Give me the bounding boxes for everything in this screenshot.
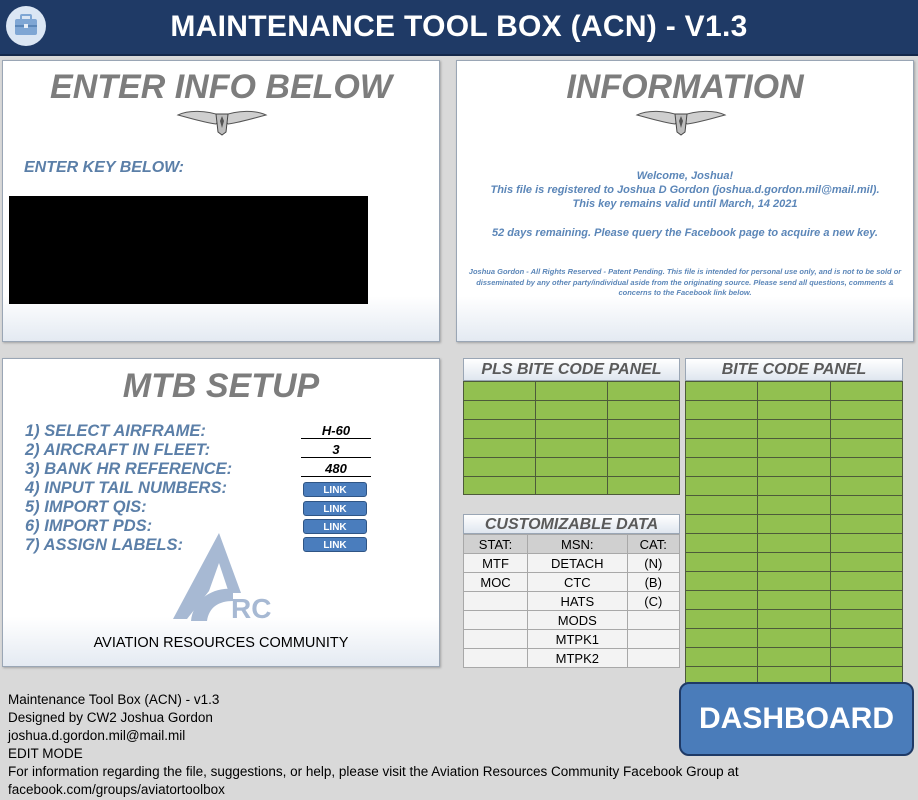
grid-cell[interactable] xyxy=(608,458,680,477)
grid-cell[interactable] xyxy=(830,382,902,401)
table-cell[interactable] xyxy=(464,630,528,649)
grid-cell[interactable] xyxy=(536,477,608,495)
grid-cell[interactable] xyxy=(608,401,680,420)
setup-label-bank-hr: 3) BANK HR REFERENCE: xyxy=(25,460,233,478)
grid-cell[interactable] xyxy=(830,439,902,458)
customizable-data-heading: CUSTOMIZABLE DATA xyxy=(463,514,680,534)
wings-emblem-icon xyxy=(176,106,268,141)
information-panel xyxy=(456,60,914,342)
grid-cell[interactable] xyxy=(830,629,902,648)
grid-cell[interactable] xyxy=(608,420,680,439)
grid-cell[interactable] xyxy=(464,477,536,495)
dashboard-button[interactable]: DASHBOARD xyxy=(679,682,914,756)
title-bar xyxy=(0,0,918,56)
welcome-text: Welcome, Joshua! xyxy=(636,170,734,182)
bank-hr-value[interactable]: 480 xyxy=(301,461,371,477)
grid-cell[interactable] xyxy=(830,553,902,572)
import-qis-link-button[interactable]: LINK xyxy=(303,501,367,516)
information-heading: INFORMATION xyxy=(566,68,804,106)
grid-cell[interactable] xyxy=(464,401,536,420)
grid-cell[interactable] xyxy=(686,648,758,667)
setup-label-aircraft-in-fleet: 2) AIRCRAFT IN FLEET: xyxy=(25,441,211,459)
grid-cell[interactable] xyxy=(686,401,758,420)
legal-text: Joshua Gordon - All Rights Reserved - Patent Pending. This file is intended for personal use only, and is not to be sold or disseminated by any other party/individual aside from the originating source. Please send all questions, comments & concerns to the Facebook link below. xyxy=(468,267,902,297)
aircraft-in-fleet-value[interactable]: 3 xyxy=(301,442,371,458)
enter-key-label: ENTER KEY BELOW: xyxy=(24,159,185,176)
wings-emblem-icon xyxy=(635,106,727,141)
grid-cell[interactable] xyxy=(830,572,902,591)
grid-cell[interactable] xyxy=(686,420,758,439)
pls-bite-heading: PLS BITE CODE PANEL xyxy=(463,358,680,381)
table-cell[interactable]: MODS xyxy=(528,611,627,630)
table-cell[interactable]: DETACH xyxy=(528,554,627,573)
grid-cell[interactable] xyxy=(758,420,830,439)
grid-cell[interactable] xyxy=(686,496,758,515)
table-cell[interactable]: (B) xyxy=(627,573,679,592)
pls-bite-grid xyxy=(463,381,680,495)
grid-cell[interactable] xyxy=(686,534,758,553)
grid-cell[interactable] xyxy=(830,648,902,667)
table-cell[interactable]: MTPK2 xyxy=(528,649,627,668)
grid-cell[interactable] xyxy=(464,382,536,401)
registered-text: This file is registered to Joshua D Gordon (joshua.d.gordon.mil@mail.mil). xyxy=(490,184,880,196)
column-header: MSN: xyxy=(528,535,627,554)
footer-facebook-link[interactable]: facebook.com/groups/aviatortoolbox xyxy=(8,782,225,797)
column-header: STAT: xyxy=(464,535,528,554)
grid-cell[interactable] xyxy=(758,439,830,458)
grid-cell[interactable] xyxy=(686,515,758,534)
grid-cell[interactable] xyxy=(758,458,830,477)
table-cell[interactable]: MTF xyxy=(464,554,528,573)
table-cell[interactable]: (C) xyxy=(627,592,679,611)
table-cell[interactable]: HATS xyxy=(528,592,627,611)
grid-cell[interactable] xyxy=(536,458,608,477)
grid-cell[interactable] xyxy=(686,629,758,648)
table-row xyxy=(464,630,680,649)
grid-cell[interactable] xyxy=(758,515,830,534)
footer-info xyxy=(8,691,739,799)
table-row xyxy=(464,554,680,573)
grid-cell[interactable] xyxy=(536,382,608,401)
table-row xyxy=(464,592,680,611)
grid-cell[interactable] xyxy=(830,515,902,534)
mtb-setup-panel xyxy=(2,358,440,667)
grid-cell[interactable] xyxy=(830,496,902,515)
grid-cell[interactable] xyxy=(830,591,902,610)
grid-cell[interactable] xyxy=(758,572,830,591)
grid-cell[interactable] xyxy=(758,477,830,496)
grid-cell[interactable] xyxy=(830,534,902,553)
grid-cell[interactable] xyxy=(686,591,758,610)
grid-cell[interactable] xyxy=(686,477,758,496)
enter-info-panel xyxy=(2,60,440,342)
table-cell[interactable] xyxy=(627,649,679,668)
table-cell[interactable]: CTC xyxy=(528,573,627,592)
grid-cell[interactable] xyxy=(536,420,608,439)
grid-cell[interactable] xyxy=(758,534,830,553)
setup-label-tail-numbers: 4) INPUT TAIL NUMBERS: xyxy=(25,479,227,497)
tail-numbers-link-button[interactable]: LINK xyxy=(303,482,367,497)
table-cell[interactable]: MOC xyxy=(464,573,528,592)
grid-cell[interactable] xyxy=(464,420,536,439)
org-name: AVIATION RESOURCES COMMUNITY xyxy=(93,635,349,651)
import-pds-link-button[interactable]: LINK xyxy=(303,519,367,534)
setup-label-import-pds: 6) IMPORT PDS: xyxy=(25,517,153,535)
assign-labels-link-button[interactable]: LINK xyxy=(303,537,367,552)
grid-cell[interactable] xyxy=(686,572,758,591)
customizable-data-table xyxy=(463,534,680,668)
grid-cell[interactable] xyxy=(758,382,830,401)
page-title: MAINTENANCE TOOL BOX (ACN) - V1.3 xyxy=(170,10,748,43)
table-cell[interactable]: MTPK1 xyxy=(528,630,627,649)
days-remaining-text: 52 days remaining. Please query the Facebook page to acquire a new key. xyxy=(492,227,878,239)
grid-cell[interactable] xyxy=(608,477,680,495)
table-cell[interactable] xyxy=(627,611,679,630)
grid-cell[interactable] xyxy=(830,610,902,629)
setup-label-assign-labels: 7) ASSIGN LABELS: xyxy=(25,536,183,554)
grid-cell[interactable] xyxy=(758,553,830,572)
table-cell[interactable]: (N) xyxy=(627,554,679,573)
setup-label-airframe: 1) SELECT AIRFRAME: xyxy=(25,422,206,440)
bite-code-grid xyxy=(685,381,903,685)
table-row xyxy=(464,611,680,630)
grid-cell[interactable] xyxy=(686,458,758,477)
valid-until-text: This key remains valid until March, 14 2021 xyxy=(572,198,798,210)
footer-mode: EDIT MODE xyxy=(8,746,83,761)
airframe-value[interactable]: H-60 xyxy=(301,423,371,439)
grid-cell[interactable] xyxy=(464,439,536,458)
table-row xyxy=(464,649,680,668)
grid-cell[interactable] xyxy=(758,401,830,420)
grid-cell[interactable] xyxy=(758,629,830,648)
grid-cell[interactable] xyxy=(686,439,758,458)
mtb-setup-heading: MTB SETUP xyxy=(122,367,320,405)
key-input-field[interactable] xyxy=(9,196,368,304)
footer-help-text: For information regarding the file, suggestions, or help, please visit the Aviation Resources Community Facebook Group at xyxy=(8,764,739,779)
grid-cell[interactable] xyxy=(830,420,902,439)
grid-cell[interactable] xyxy=(536,439,608,458)
column-header: CAT: xyxy=(627,535,679,554)
grid-cell[interactable] xyxy=(758,591,830,610)
grid-cell[interactable] xyxy=(758,648,830,667)
arc-logo xyxy=(171,531,281,626)
grid-cell[interactable] xyxy=(608,382,680,401)
grid-cell[interactable] xyxy=(464,458,536,477)
grid-cell[interactable] xyxy=(758,610,830,629)
grid-cell[interactable] xyxy=(830,401,902,420)
enter-info-heading: ENTER INFO BELOW xyxy=(50,68,392,106)
grid-cell[interactable] xyxy=(686,553,758,572)
grid-cell[interactable] xyxy=(830,477,902,496)
table-cell[interactable] xyxy=(464,611,528,630)
grid-cell[interactable] xyxy=(830,458,902,477)
arc-logo-text: RC xyxy=(231,593,272,624)
table-cell[interactable] xyxy=(627,630,679,649)
footer-version: Maintenance Tool Box (ACN) - v1.3 xyxy=(8,692,220,707)
table-cell[interactable] xyxy=(464,592,528,611)
grid-cell[interactable] xyxy=(536,401,608,420)
footer-designer: Designed by CW2 Joshua Gordon xyxy=(8,710,213,725)
grid-cell[interactable] xyxy=(758,496,830,515)
setup-label-import-qis: 5) IMPORT QIS: xyxy=(25,498,147,516)
grid-cell[interactable] xyxy=(686,382,758,401)
footer-email: joshua.d.gordon.mil@mail.mil xyxy=(8,728,186,743)
grid-cell[interactable] xyxy=(686,610,758,629)
table-cell[interactable] xyxy=(464,649,528,668)
table-row xyxy=(464,573,680,592)
grid-cell[interactable] xyxy=(608,439,680,458)
bite-code-heading: BITE CODE PANEL xyxy=(685,358,903,381)
